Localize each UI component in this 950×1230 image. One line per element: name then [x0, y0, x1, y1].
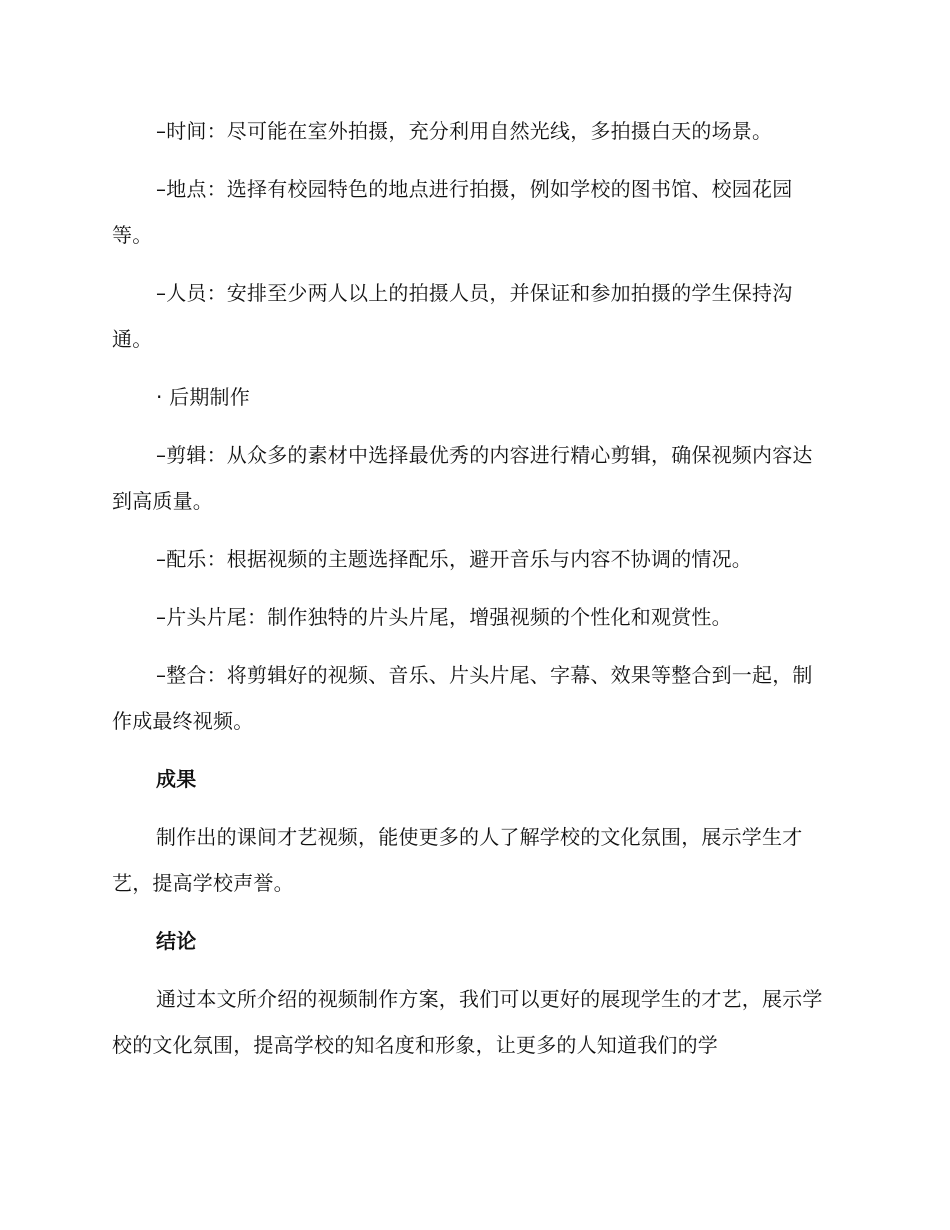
- section-heading-conclusion: 结论: [156, 929, 197, 953]
- section-heading-results: 成果: [156, 767, 197, 791]
- document-body: [112, 108, 832, 1080]
- paragraph-conclusion: 通过本文所介绍的视频制作方案，我们可以更好的展现学生的才艺，展示学校的文化氛围，提高学校的知名度和形象，让更多的人知道我们的学: [112, 987, 823, 1057]
- paragraph-music: –配乐：根据视频的主题选择配乐，避开音乐与内容不协调的情况。: [156, 547, 752, 571]
- paragraph-shooting-time: –时间：尽可能在室外拍摄，充分利用自然光线，多拍摄白天的场景。: [156, 119, 773, 143]
- bullet-post-production: · 后期制作: [156, 385, 250, 409]
- paragraph-integration: –整合：将剪辑好的视频、音乐、片头片尾、字幕、效果等整合到一起，制作成最终视频。: [112, 663, 813, 733]
- paragraph-results: 制作出的课间才艺视频，能使更多的人了解学校的文化氛围，展示学生才艺，提高学校声誉。: [112, 825, 803, 895]
- paragraph-shooting-location: –地点：选择有校园特色的地点进行拍摄，例如学校的图书馆、校园花园等。: [112, 177, 793, 247]
- paragraph-intro-outro: –片头片尾：制作独特的片头片尾，增强视频的个性化和观赏性。: [156, 605, 732, 629]
- paragraph-shooting-staff: –人员：安排至少两人以上的拍摄人员，并保证和参加拍摄的学生保持沟通。: [112, 281, 793, 351]
- paragraph-editing: –剪辑：从众多的素材中选择最优秀的内容进行精心剪辑，确保视频内容达到高质量。: [112, 443, 813, 513]
